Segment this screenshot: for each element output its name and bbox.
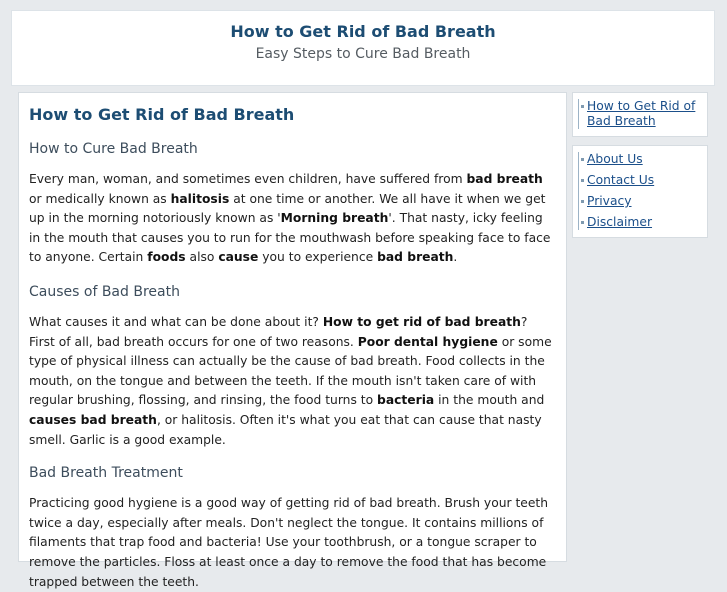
sidebar-page-list: [578, 152, 701, 230]
section-paragraph-treatment: Practicing good hygiene is a good way of getting rid of bad breath. Brush your teeth twice a day, especially after meals. Don't neglect the tongue. It contains millions of filaments that trap food and bacteria! Use your toothbrush, or a tongue scraper to remove the particles. Floss at least once a day to remove the food that has become trapped between the teeth.: [29, 496, 549, 589]
article-title: How to Get Rid of Bad Breath: [29, 105, 295, 124]
disclaimer-link[interactable]: Disclaimer: [587, 215, 653, 229]
sidebar-item-disclaimer: [587, 215, 701, 230]
about-us-link[interactable]: About Us: [587, 152, 643, 166]
sidebar: [572, 92, 708, 238]
main-content[interactable]: [18, 92, 567, 589]
section-heading-treatment: Bad Breath Treatment: [29, 465, 183, 482]
sidebar-item-privacy: [587, 194, 701, 209]
section-paragraph-cure: Every man, woman, and sometimes even children, have suffered from bad breath or medically known as halitosis at one time or another. We all have it when we get up in the morning notoriously known as 'Morning breath'. That nasty, icky feeling in the mouth that causes you to run for the mouthwash before speaking face to face to anyone. Certain foods also cause you to experience bad breath.: [29, 172, 551, 265]
sidebar-box-articles: [572, 92, 708, 137]
sidebar-item-about: [587, 152, 701, 167]
site-title[interactable]: How to Get Rid of Bad Breath: [230, 22, 496, 41]
section-paragraph-causes: What causes it and what can be done about it? How to get rid of bad breath? First of all, bad breath occurs for one of two reasons. Poor dental hygiene or some type of physical illness can actually be the cause of bad breath. Food collects in the mouth, on the tongue and between the teeth. If the mouth isn't taken care of with regular brushing, flossing, and rinsing, the food turns to bacteria in the mouth and causes bad breath, or halitosis. Often it's what you eat that can cause that nasty smell. Garlic is a good example.: [29, 314, 552, 447]
site-header: [11, 10, 715, 86]
sidebar-link-article[interactable]: How to Get Rid of Bad Breath: [587, 99, 696, 128]
section-heading-causes: Causes of Bad Breath: [29, 283, 180, 300]
sidebar-box-pages: [572, 145, 708, 238]
sidebar-item-article: [587, 99, 701, 129]
privacy-link[interactable]: Privacy: [587, 194, 632, 208]
site-subtitle: Easy Steps to Cure Bad Breath: [255, 46, 471, 62]
section-heading-cure: How to Cure Bad Breath: [29, 141, 198, 157]
sidebar-item-contact: [587, 173, 701, 188]
sidebar-article-list: [578, 99, 701, 129]
contact-us-link[interactable]: Contact Us: [587, 173, 655, 187]
